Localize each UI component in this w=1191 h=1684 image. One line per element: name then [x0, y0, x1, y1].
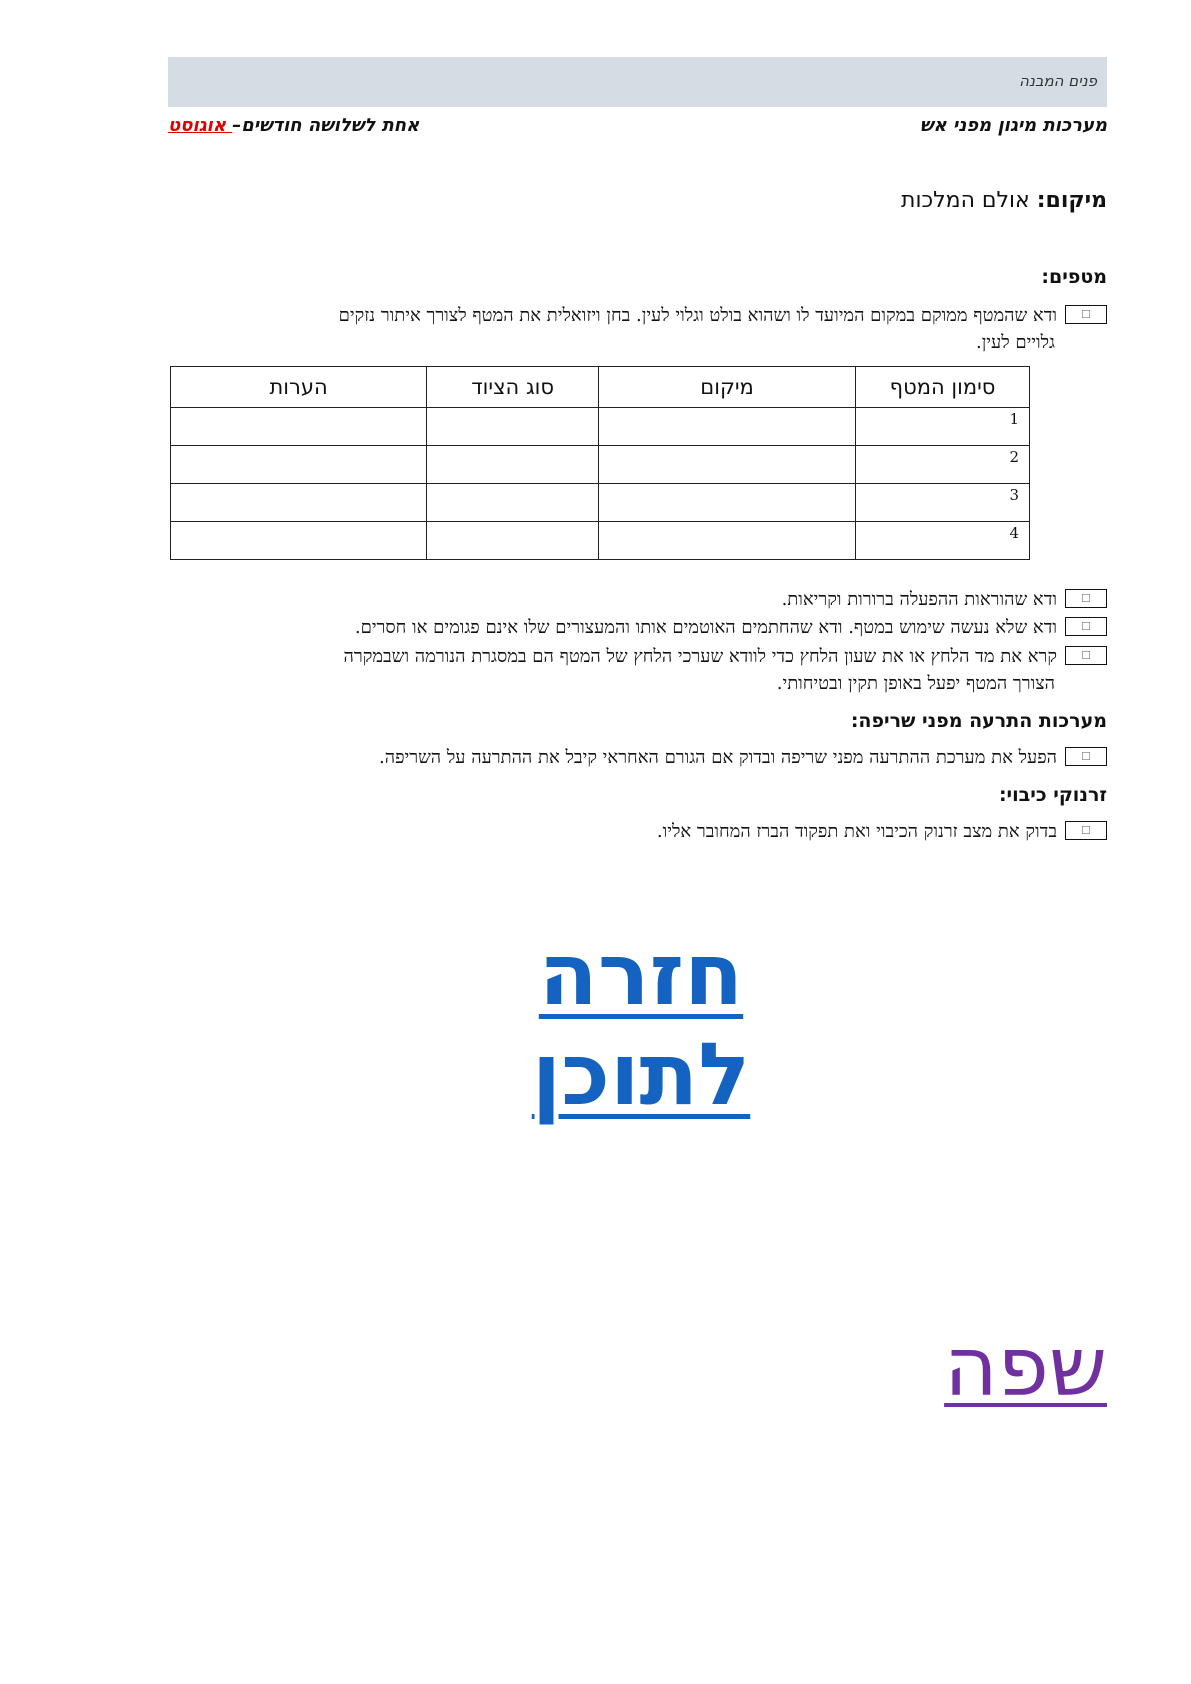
- table-header-row: [171, 367, 1030, 408]
- table-cell[interactable]: [599, 446, 856, 484]
- column-header: סוג הציוד: [427, 367, 599, 408]
- checklist-item: [187, 614, 1107, 641]
- checklist-item: [187, 302, 1107, 356]
- row-number: 1: [856, 408, 1030, 446]
- checklist-text: ודא שהמטף ממוקם במקום המיועד לו ושהוא בולט וגלוי לעין. בחן ויזואלית את המטף לצורך איתור נזקים: [338, 305, 1057, 326]
- checkbox-icon[interactable]: ☐: [1065, 617, 1107, 636]
- row-number: 2: [856, 446, 1030, 484]
- checklist-text: הפעל את מערכת ההתרעה מפני שריפה ובדוק אם הגורם האחראי קיבל את ההתרעה על השריפה.: [379, 747, 1057, 768]
- checklist-text: קרא את מד הלחץ או את שעון הלחץ כדי לוודא שערכי הלחץ של המטף הם במסגרת הנורמה ושבמקרה: [343, 646, 1057, 667]
- table-cell[interactable]: [599, 408, 856, 446]
- back-to-contents-link[interactable]: חזרה לתוכן: [531, 925, 751, 1125]
- checkbox-icon[interactable]: ☐: [1065, 747, 1107, 766]
- column-header: הערות: [171, 367, 427, 408]
- checkbox-icon[interactable]: ☐: [1065, 646, 1107, 665]
- language-link[interactable]: שפה: [944, 1320, 1107, 1415]
- table-cell[interactable]: [427, 522, 599, 560]
- table-cell[interactable]: [427, 484, 599, 522]
- table-cell[interactable]: [599, 484, 856, 522]
- checkbox-icon[interactable]: ☐: [1065, 589, 1107, 608]
- extinguishers-heading: מטפים:: [1041, 266, 1107, 288]
- location-value: אולם המלכות: [901, 188, 1037, 213]
- table-row: [171, 408, 1030, 446]
- header-bar: [168, 57, 1107, 107]
- table-cell[interactable]: [599, 522, 856, 560]
- checklist-text-continued: הצורך המטף יפעל באופן תקין ובטיחותי.: [776, 673, 1055, 694]
- extinguisher-table: [170, 366, 1030, 560]
- checklist-text: ודא שהוראות ההפעלה ברורות וקריאות.: [781, 589, 1057, 610]
- system-title: מערכות מיגון מפני אש: [920, 115, 1107, 136]
- subheader: [168, 115, 1107, 141]
- table-row: [171, 446, 1030, 484]
- location-line: [901, 188, 1107, 213]
- checklist-text: ודא שלא נעשה שימוש במטף. ודא שהחתמים האוטמים אותו והמעצורים שלו אינם פגומים או חסרים.: [354, 617, 1057, 638]
- column-header: סימון המטף: [856, 367, 1030, 408]
- checklist-item: [187, 586, 1107, 613]
- checklist-item: [187, 643, 1107, 697]
- hoses-heading: זרנוקי כיבוי:: [998, 784, 1107, 806]
- checkbox-icon[interactable]: ☐: [1065, 821, 1107, 840]
- checklist-text-continued: גלויים לעין.: [976, 332, 1055, 353]
- column-header: מיקום: [599, 367, 856, 408]
- section-title: פנים המבנה: [1019, 72, 1097, 90]
- month-label: אוגוסט: [168, 115, 233, 136]
- table-cell[interactable]: [171, 408, 427, 446]
- table-row: [171, 522, 1030, 560]
- row-number: 3: [856, 484, 1030, 522]
- checkbox-icon[interactable]: ☐: [1065, 305, 1107, 324]
- table-cell[interactable]: [171, 522, 427, 560]
- location-label: מיקום:: [1036, 188, 1107, 213]
- checklist-item: [187, 744, 1107, 771]
- checklist-text: בדוק את מצב זרנוק הכיבוי ואת תפקוד הברז המחובר אליו.: [656, 821, 1057, 842]
- table-cell[interactable]: [171, 484, 427, 522]
- table-cell[interactable]: [427, 408, 599, 446]
- checklist-item: [187, 818, 1107, 845]
- frequency-text: אחת לשלושה חודשים–: [232, 115, 420, 136]
- row-number: 4: [856, 522, 1030, 560]
- frequency-label: [168, 115, 419, 136]
- table-row: [171, 484, 1030, 522]
- table-cell[interactable]: [427, 446, 599, 484]
- table-cell[interactable]: [171, 446, 427, 484]
- fire-alarm-heading: מערכות התרעה מפני שריפה:: [850, 710, 1107, 732]
